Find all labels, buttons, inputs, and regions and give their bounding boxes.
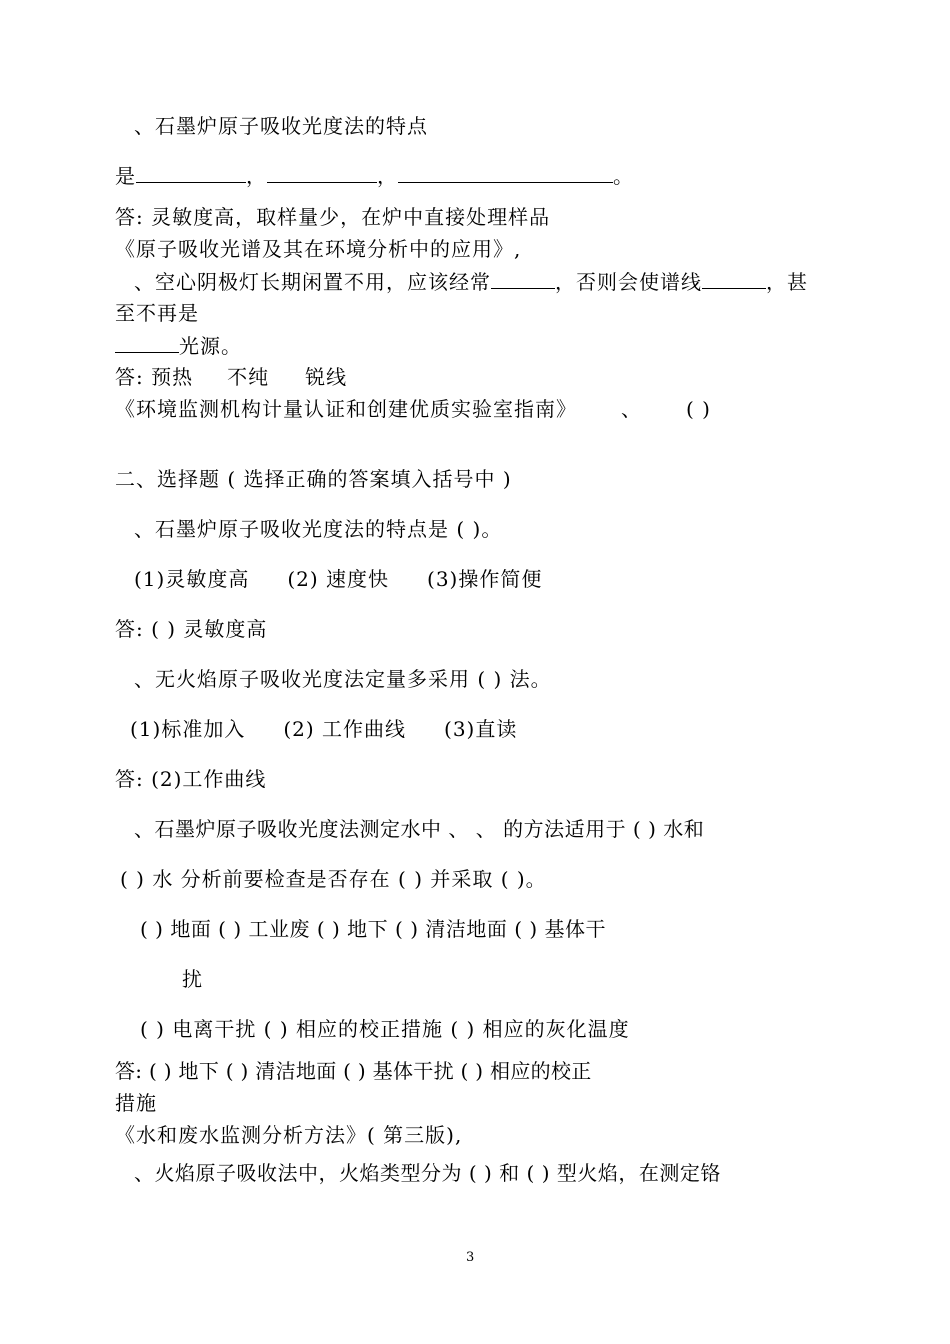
answer-line: 答: ( ) 地下 ( ) 清洁地面 ( ) 基体干扰 ( ) 相应的校正 [115,1059,592,1083]
text-fragment: 、空心阴极灯长期闲置不用，应该经常 [134,270,491,294]
blank-line [702,268,766,289]
question-line: 、无火焰原子吸收光度法定量多采用 ( ) 法。 [134,667,552,691]
question-line: 、石墨炉原子吸收光度法测定水中 、 、 的方法适用于 ( ) 水和 [134,817,705,841]
fill-blank-line [134,268,808,295]
text-fragment: ， [246,164,267,188]
reference-line [115,396,711,422]
text-fragment: 答: 预热 [115,365,194,389]
text-fragment: ( ) [686,397,711,421]
options-line: ( ) 电离干扰 ( ) 相应的校正措施 ( ) 相应的灰化温度 [140,1017,630,1041]
options-line: 扰 [182,967,203,991]
blank-line [136,162,246,183]
text-fragment: 。 [613,164,634,188]
text-fragment: ，否则会使谱线 [555,270,702,294]
option: (1)标准加入 [130,717,246,741]
options-line [134,566,542,592]
question-line: 、火焰原子吸收法中，火焰类型分为 ( ) 和 ( ) 型火焰，在测定铬 [134,1161,721,1185]
option: (1)灵敏度高 [134,567,250,591]
answer-line: 措施 [115,1091,157,1115]
blank-line [398,162,613,183]
text-fragment: 锐线 [305,365,348,389]
fill-blank-line [115,162,634,189]
text-fragment: 、 [621,397,642,421]
blank-line [491,268,555,289]
answer-line: 答: (2)工作曲线 [115,767,267,791]
text-fragment: ， [377,164,398,188]
question-line: ( ) 水 分析前要检查是否存在 ( ) 并采取 ( )。 [120,867,547,891]
text-fragment: ，甚 [766,270,808,294]
question-line: 、石墨炉原子吸收光度法的特点是 ( )。 [134,517,503,541]
answer-line: 答: 灵敏度高，取样量少，在炉中直接处理样品 [115,205,551,229]
text-fragment: 不纯 [227,365,270,389]
option: (2) 速度快 [287,567,390,591]
text-fragment: 《环境监测机构计量认证和创建优质实验室指南》 [115,397,577,421]
text-fragment: 光源。 [179,334,242,358]
option: (3)直读 [444,717,518,741]
blank-line [267,162,377,183]
section-heading: 二、选择题 ( 选择正确的答案填入括号中 ) [115,467,512,491]
reference-line: 《原子吸收光谱及其在环境分析中的应用》, [115,237,522,261]
answer-line: 答: ( ) 灵敏度高 [115,617,268,641]
page-number: 3 [466,1250,475,1265]
options-line [130,716,517,742]
reference-line: 《水和废水监测分析方法》( 第三版), [115,1123,463,1147]
question-line: 、石墨炉原子吸收光度法的特点 [134,114,428,138]
options-line: ( ) 地面 ( ) 工业废 ( ) 地下 ( ) 清洁地面 ( ) 基体干 [140,917,607,941]
text-fragment: 是 [115,164,136,188]
option: (3)操作简便 [427,567,543,591]
fill-blank-line [115,332,242,359]
question-line: 至不再是 [115,301,199,325]
blank-line [115,332,179,353]
answer-line [115,364,347,390]
option: (2) 工作曲线 [283,717,407,741]
